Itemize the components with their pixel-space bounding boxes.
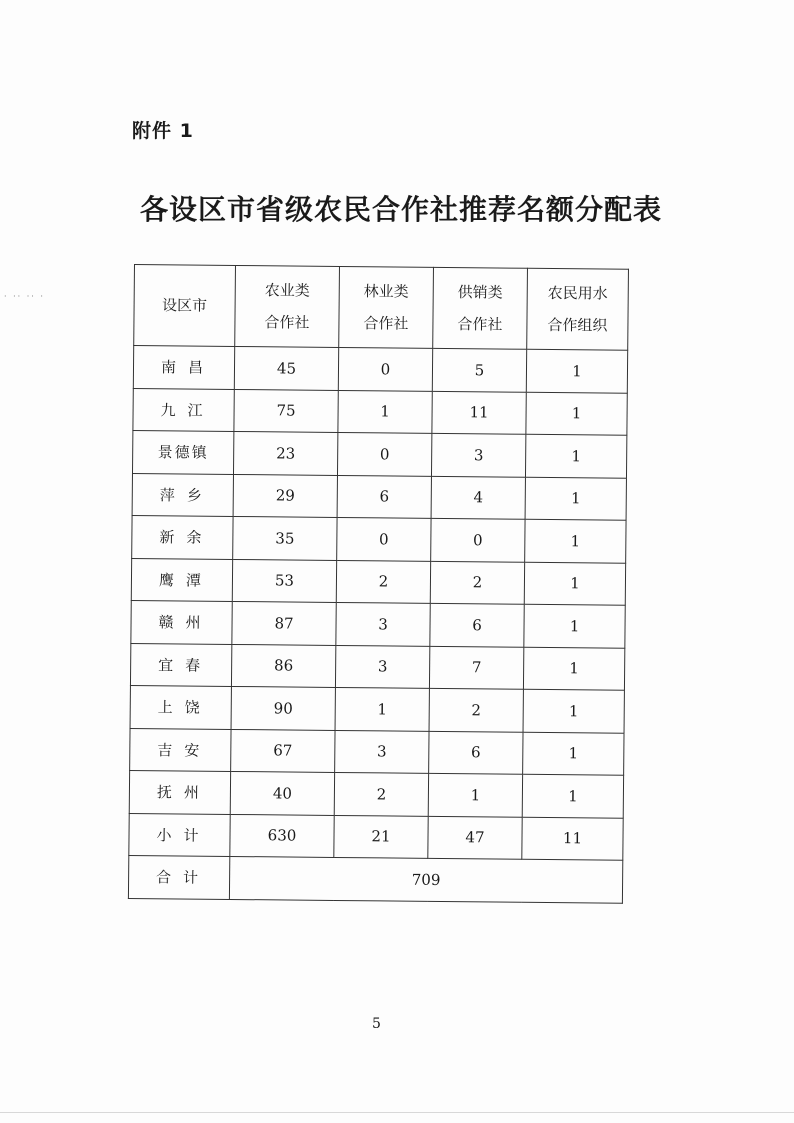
forest-count: 0: [337, 517, 431, 560]
water-count: 1: [523, 732, 624, 775]
city-name: 上饶: [130, 685, 231, 728]
header-supply: 供销类 合作社: [433, 267, 528, 349]
table-row: [131, 558, 625, 605]
city-name: 景德镇: [132, 430, 233, 473]
supply-count: 3: [431, 433, 525, 476]
agri-count: 40: [230, 771, 334, 814]
supply-count: 2: [429, 688, 523, 731]
table-row: [130, 685, 624, 732]
document-title: 各设区市省级农民合作社推荐名额分配表: [140, 193, 663, 226]
forest-count: 0: [337, 432, 431, 475]
supply-count: 2: [430, 561, 524, 604]
city-name: 萍乡: [132, 473, 233, 516]
city-name: 新余: [132, 515, 233, 558]
water-count: 1: [525, 434, 626, 477]
agri-count: 90: [231, 686, 335, 729]
agri-subtotal: 630: [230, 814, 334, 857]
table-row: [131, 600, 625, 647]
water-count: 1: [522, 774, 623, 817]
attachment-label: 附件 1: [132, 120, 194, 142]
agri-count: 86: [231, 644, 335, 687]
forest-count: 3: [336, 602, 430, 645]
total-label: 合计: [128, 855, 229, 898]
header-water: 农民用水 合作组织: [527, 268, 629, 350]
city-name: 抚州: [129, 770, 230, 813]
forest-subtotal: 21: [334, 815, 428, 858]
table-header-row: [134, 265, 629, 351]
water-count: 1: [524, 562, 625, 605]
supply-count: 11: [432, 391, 526, 434]
city-name: 九江: [133, 388, 234, 431]
supply-count: 4: [431, 476, 525, 519]
supply-count: 0: [431, 518, 525, 561]
header-forest: 林业类 合作社: [339, 266, 434, 348]
scan-margin-mark: · ·· ·· ·: [4, 292, 45, 301]
forest-count: 6: [337, 475, 431, 518]
total-row: [128, 855, 622, 902]
agri-count: 75: [234, 389, 338, 432]
supply-count: 1: [428, 773, 522, 816]
city-name: 赣州: [131, 600, 232, 643]
city-name: 吉安: [130, 728, 231, 771]
water-count: 1: [525, 519, 626, 562]
header-city: 设区市: [134, 265, 236, 347]
agri-count: 29: [233, 474, 337, 517]
agri-count: 45: [234, 346, 338, 389]
forest-count: 2: [336, 560, 430, 603]
grand-total: 709: [229, 856, 622, 902]
agri-count: 35: [233, 516, 337, 559]
water-count: 1: [523, 689, 624, 732]
agri-count: 67: [231, 729, 335, 772]
city-name: 宜春: [130, 643, 231, 686]
page-number: 5: [372, 1016, 381, 1032]
supply-count: 5: [432, 348, 526, 391]
scan-bottom-edge: [0, 1112, 794, 1113]
table-row: [130, 643, 624, 690]
table-row: [132, 430, 626, 477]
forest-count: 1: [338, 390, 432, 433]
agri-count: 87: [232, 601, 336, 644]
water-count: 1: [525, 477, 626, 520]
supply-count: 7: [429, 646, 523, 689]
agri-count: 53: [232, 559, 336, 602]
agri-count: 23: [233, 431, 337, 474]
supply-subtotal: 47: [428, 816, 522, 859]
city-name: 鹰潭: [131, 558, 232, 601]
table-row: [133, 346, 627, 393]
supply-count: 6: [430, 603, 524, 646]
water-count: 1: [526, 349, 627, 392]
table-row: [132, 515, 626, 562]
forest-count: 2: [334, 772, 428, 815]
table-row: [133, 388, 627, 435]
water-count: 1: [523, 647, 624, 690]
allocation-table: [128, 264, 629, 903]
forest-count: 0: [338, 347, 432, 390]
forest-count: 3: [335, 730, 429, 773]
city-name: 南昌: [133, 346, 234, 389]
water-count: 1: [526, 392, 627, 435]
table-row: [132, 473, 626, 520]
forest-count: 3: [335, 645, 429, 688]
supply-count: 6: [429, 731, 523, 774]
subtotal-row: [129, 813, 623, 860]
subtotal-label: 小计: [129, 813, 230, 856]
water-count: 1: [524, 604, 625, 647]
forest-count: 1: [335, 687, 429, 730]
header-agri: 农业类 合作社: [235, 265, 340, 347]
water-subtotal: 11: [522, 817, 623, 860]
table-row: [129, 770, 623, 817]
table-row: [130, 728, 624, 775]
